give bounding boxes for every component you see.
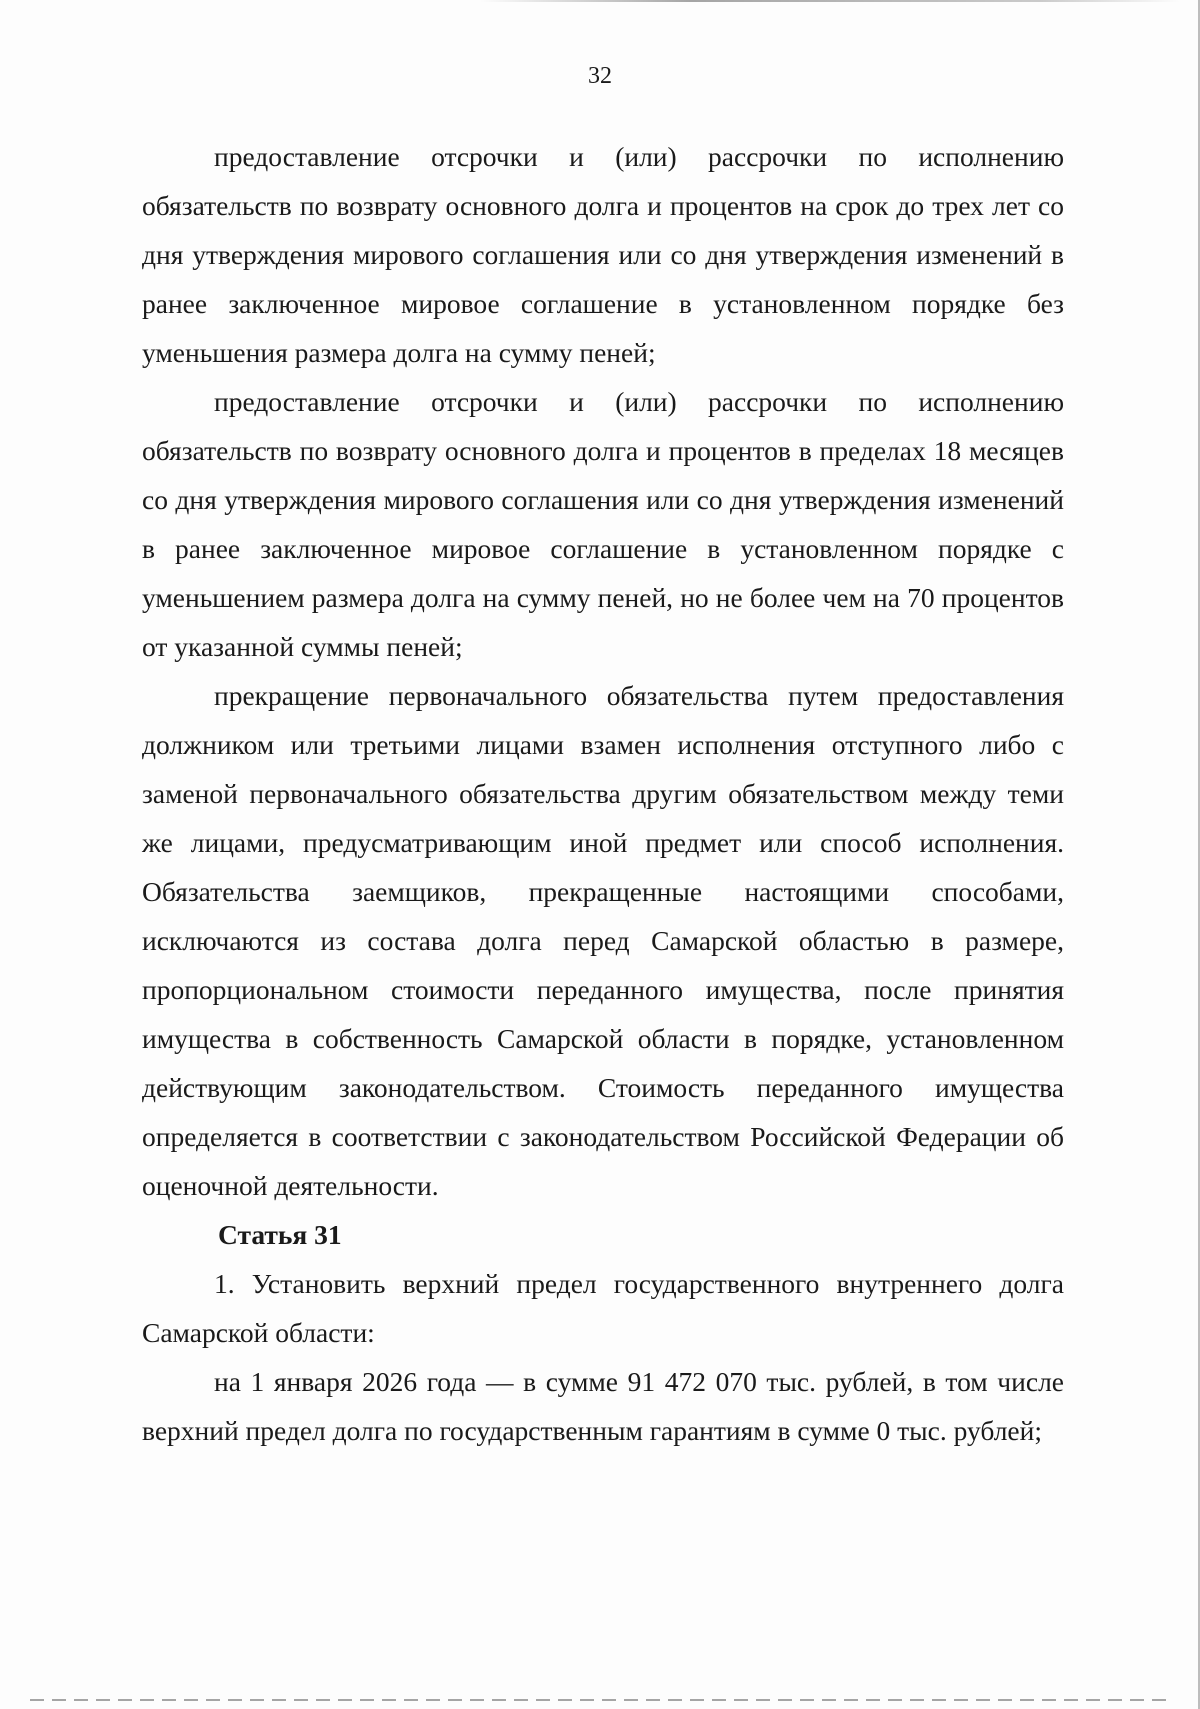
article-paragraph-2026: на 1 января 2026 года — в сумме 91 472 070 тыс. рублей, в том числе верхний предел долга по государственным гарантиям в сумме 0 тыс. рублей;	[142, 1366, 1064, 1446]
article-heading: Статья 31	[218, 1219, 342, 1250]
paragraph-deferral-18-months: предоставление отсрочки и (или) рассрочки по исполнению обязательств по возврату основного долга и процентов в пределах 18 месяцев со дня утверждения мирового соглашения или со дня утверждения изменений в ранее заключенное мировое соглашение в установленном порядке с уменьшением размера долга на сумму пеней, но не более чем на 70 процентов от указанной суммы пеней;	[142, 386, 1064, 662]
paragraph-deferral-three-years: предоставление отсрочки и (или) рассрочки по исполнению обязательств по возврату основного долга и процентов на срок до трех лет со дня утверждения мирового соглашения или со дня утверждения изменений в ранее заключенное мировое соглашение в установленном порядке без уменьшения размера долга на сумму пеней;	[142, 141, 1064, 368]
paragraph-obligation-termination: прекращение первоначального обязательства путем предоставления должником или третьими лицами взамен исполнения отступного либо с заменой первоначального обязательства другим обязательством между теми же лицами, предусматривающим иной предмет или способ исполнения. Обязательства заемщиков, прекращенные настоящими способами, исключаются из состава долга перед Самарской областью в размере, пропорциональном стоимости переданного имущества, после принятия имущества в собственность Самарской области в порядке, установленном действующим законодательством. Стоимость переданного имущества определяется в соответствии с законодательством Российской Федерации об оценочной деятельности.	[142, 680, 1064, 1201]
page-number: 32	[588, 63, 612, 89]
article-paragraph-debt-limit: 1. Установить верхний предел государственного внутреннего долга Самарской области:	[142, 1268, 1064, 1348]
scan-edge-top	[480, 0, 1180, 2]
scan-edge-bottom	[30, 1699, 1170, 1701]
document-body	[142, 132, 1064, 1455]
